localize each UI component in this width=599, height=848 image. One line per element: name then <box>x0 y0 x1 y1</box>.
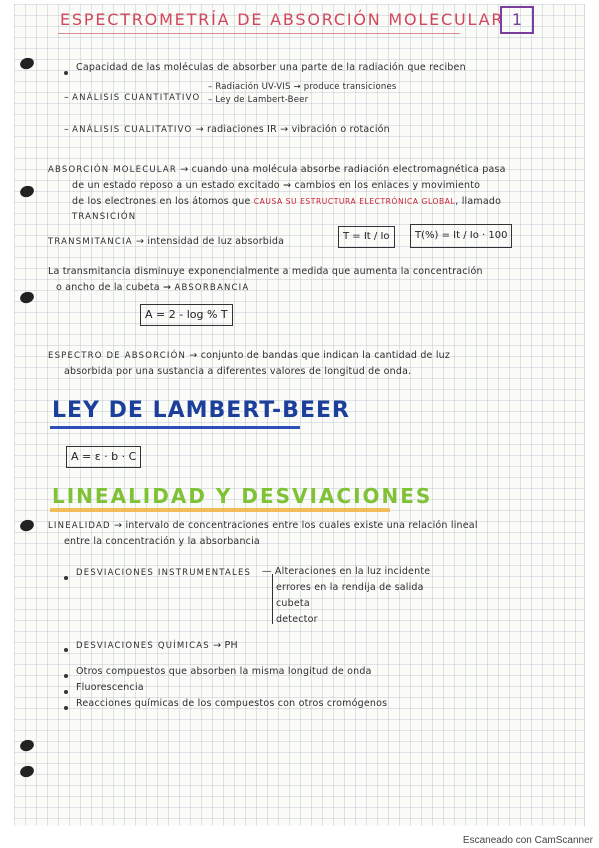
instrumental-item: Alteraciones en la luz incidente <box>274 566 431 577</box>
bullet-dot <box>64 690 68 694</box>
bullet-dot <box>64 674 68 678</box>
linealidad-heading: LINEALIDAD Y DESVIACIONES <box>52 484 433 508</box>
scanner-watermark: Escaneado con CamScanner <box>462 835 593 846</box>
espectro-label: ESPECTRO DE ABSORCIÓN <box>48 351 187 361</box>
intro-bullet-text: Capacidad de las moléculas de absorber una parte de la radiación que reciben <box>76 62 466 73</box>
transmitancia-text: intensidad de luz absorbida <box>147 236 285 247</box>
otros-bullet: Otros compuestos que absorben la misma longitud de onda <box>76 666 372 677</box>
ph-text: PH <box>224 640 238 651</box>
analisis-cuantitativo-label: ANÁLISIS CUANTITATIVO <box>72 93 201 103</box>
espectro-line2: absorbida por una sustancia a diferentes valores de longitud de onda. <box>64 366 412 377</box>
analisis-cualitativo-label: ANÁLISIS CUALITATIVO <box>72 125 193 135</box>
linealidad-label: LINEALIDAD <box>48 521 111 531</box>
page-number: 1 <box>500 6 534 34</box>
linealidad-def: intervalo de concentraciones entre los cuales existe una relación lineal <box>125 520 478 531</box>
bullet-dot <box>64 71 68 75</box>
ley-lambert-beer-ref: Ley de Lambert-Beer <box>215 95 309 105</box>
radiacion-uv-vis: Radiación UV-VIS <box>215 82 291 92</box>
formula-transmitancia-porcentaje: T(%) = It / Io · 100 <box>410 224 512 248</box>
otros-bullet: Fluorescencia <box>76 682 144 693</box>
absorcion-line1: cuando una molécula absorbe radiación electromagnética pasa <box>191 164 506 175</box>
instrumental-item: errores en la rendija de salida <box>276 582 424 593</box>
bullet-dot <box>64 648 68 652</box>
desviaciones-quimicas-label: DESVIACIONES QUÍMICAS <box>76 641 210 651</box>
absorcion-molecular-label: ABSORCIÓN MOLECULAR <box>48 165 177 175</box>
absorcion-line3b: , llamado <box>455 196 502 207</box>
lambert-beer-underline <box>50 426 300 429</box>
absorcion-line3a: de los electrones en los átomos que <box>72 196 251 207</box>
decay-line1: La transmitancia disminuye exponencialmente a medida que aumenta la concentración <box>48 266 483 277</box>
lambert-beer-heading: LEY DE LAMBERT-BEER <box>52 398 350 423</box>
absorcion-line3-red: CAUSA SU ESTRUCTURA ELECTRÓNICA GLOBAL <box>253 197 456 206</box>
title-underline <box>58 33 460 34</box>
decay-line2: o ancho de la cubeta <box>56 282 160 293</box>
desviaciones-instrumentales-label: DESVIACIONES INSTRUMENTALES <box>76 568 252 578</box>
page-title: ESPECTROMETRÍA DE ABSORCIÓN MOLECULAR <box>60 10 505 29</box>
absorcion-line4: TRANSICIÓN <box>72 212 137 222</box>
absorbancia-word: ABSORBANCIA <box>174 283 250 293</box>
instrumental-item: detector <box>276 614 318 625</box>
linealidad-highlight <box>50 508 390 512</box>
radiaciones-ir: radiaciones IR <box>207 124 277 135</box>
instrumental-item: cubeta <box>276 598 310 609</box>
otros-bullet: Reacciones químicas de los compuestos con otros cromógenos <box>76 698 388 709</box>
formula-absorbancia: A = 2 - log % T <box>140 304 233 326</box>
vibracion-rotacion: vibración o rotación <box>291 124 390 135</box>
instrumentales-brace <box>272 574 273 624</box>
formula-lambert-beer: A = ε · b · C <box>66 446 141 468</box>
absorcion-line2: de un estado reposo a un estado excitado <box>72 180 280 191</box>
formula-transmitancia: T = It / Io <box>338 226 395 248</box>
espectro-line1: conjunto de bandas que indican la cantidad de luz <box>200 350 451 361</box>
linealidad-def-line2: entre la concentración y la absorbancia <box>64 536 260 547</box>
absorcion-line2-result: cambios en los enlaces y movimiento <box>294 180 481 191</box>
bullet-dot <box>64 576 68 580</box>
transmitancia-label: TRANSMITANCIA <box>48 237 133 247</box>
produce-transiciones: produce transiciones <box>303 82 397 92</box>
bullet-dot <box>64 706 68 710</box>
